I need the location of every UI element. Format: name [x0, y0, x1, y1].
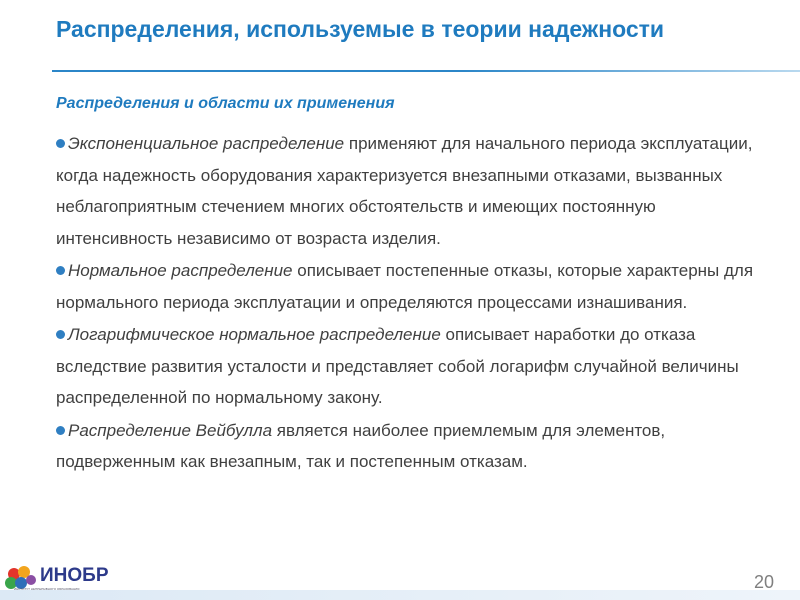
slide-title: Распределения, используемые в теории надежности: [56, 16, 665, 42]
bullet-icon: [56, 266, 65, 275]
inobr-logo: [4, 565, 124, 595]
logo-text: ИНОБР: [40, 565, 109, 586]
slide-body: [56, 128, 776, 479]
paragraph-text: является наиболее приемлемым для элементов, подверженным как внезапным, так и постепенным отказам.: [56, 420, 666, 471]
paragraph-text: применяют для начального периода эксплуатации, когда надежность оборудования характеризуется внезапными отказами, вызванных неблагоприятным стечением многих обстоятельств и имеющих постоянную интенсивность независимо от возраста изделия.: [56, 134, 753, 248]
bullet-icon: [56, 330, 65, 339]
paragraph-term: Экспоненциальное распределение: [68, 134, 345, 153]
paragraph-term: Нормальное распределение: [68, 261, 293, 280]
bullet-paragraph: [56, 415, 776, 478]
section-subheading: Распределения и области их применения: [56, 95, 395, 112]
bullet-paragraph: [56, 255, 776, 318]
bullet-paragraph: [56, 128, 776, 254]
title-divider: [52, 70, 800, 72]
logo-tagline: ИНСТИТУТ НЕПРЕРЫВНОГО ОБРАЗОВАНИЯ: [14, 587, 80, 591]
page-number: 20: [754, 572, 775, 592]
bullet-icon: [56, 426, 65, 435]
paragraph-text: описывает постепенные отказы, которые характерны для нормального периода эксплуатации и определяются процессами изнашивания.: [56, 261, 754, 312]
bullet-paragraph: [56, 319, 776, 414]
bullet-icon: [56, 139, 65, 148]
paragraph-term: Распределение Вейбулла: [68, 420, 273, 440]
paragraph-term: Логарифмическое нормальное распределение: [68, 325, 441, 344]
paragraph-text: описывает наработки до отказа вследствие развития усталости и представляет собой логарифм случайной величины распределенной по нормальному закону.: [56, 325, 739, 407]
